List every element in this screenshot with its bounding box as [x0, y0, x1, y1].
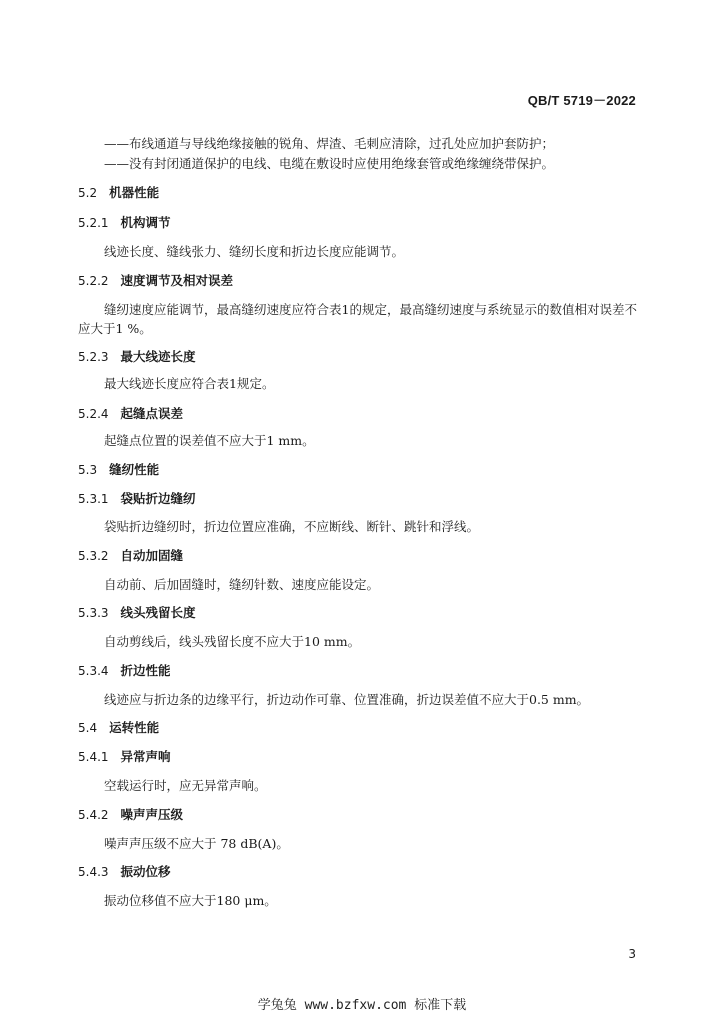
- section-number: 5.2.2: [78, 274, 109, 288]
- section-heading: [78, 661, 171, 679]
- section-title: 异常声响: [120, 749, 171, 764]
- footer-watermark: 学兔兔 www.bzfxw.com 标准下载: [257, 998, 467, 1013]
- section-title: 最大线迹长度: [120, 349, 196, 364]
- section-title: 线头残留长度: [120, 605, 196, 620]
- section-heading: [78, 213, 171, 231]
- section-number: 5.4.3: [78, 865, 109, 879]
- section-heading: [78, 271, 233, 289]
- section-heading: [78, 862, 171, 880]
- section-title: 机器性能: [109, 185, 160, 200]
- section-heading: [78, 546, 183, 564]
- section-heading: [78, 183, 159, 201]
- section-title: 自动加固缝: [120, 548, 184, 563]
- section-number: 5.4.2: [78, 808, 109, 822]
- section-title: 缝纫性能: [109, 462, 160, 477]
- section-heading: [78, 489, 196, 507]
- section-title: 袋贴折边缝纫: [120, 491, 196, 506]
- paragraph: 袋贴折边缝纫时，折边位置应准确，不应断线、断针、跳针和浮线。: [104, 519, 480, 534]
- section-title: 振动位移: [120, 864, 171, 879]
- section-title: 机构调节: [120, 215, 171, 230]
- section-title: 起缝点误差: [120, 406, 184, 421]
- section-number: 5.3.3: [78, 606, 109, 620]
- section-title: 噪声声压级: [120, 807, 184, 822]
- bullet-item: ——没有封闭通道保护的电线、电缆在敷设时应使用绝缘套管或绝缘缠绕带保护。: [104, 156, 555, 171]
- section-number: 5.4: [78, 721, 98, 735]
- section-heading: [78, 347, 196, 365]
- paragraph: 线迹应与折边条的边缘平行，折边动作可靠、位置准确，折边误差值不应大于0.5 mm。: [104, 692, 590, 707]
- standard-number: QB/T 5719－2022: [527, 93, 636, 108]
- section-heading: [78, 603, 196, 621]
- paragraph: 空载运行时，应无异常声响。: [104, 778, 267, 793]
- section-number: 5.2.3: [78, 350, 109, 364]
- section-title: 折边性能: [120, 663, 171, 678]
- paragraph: 振动位移值不应大于180 μm。: [104, 893, 277, 908]
- section-heading: [78, 404, 183, 422]
- section-title: 运转性能: [109, 720, 160, 735]
- section-number: 5.2.1: [78, 216, 109, 230]
- paragraph: 线迹长度、缝线张力、缝纫长度和折边长度应能调节。: [104, 244, 405, 259]
- section-number: 5.3: [78, 463, 98, 477]
- section-heading: [78, 460, 159, 478]
- paragraph: 噪声声压级不应大于 78 dB(A)。: [104, 836, 289, 851]
- section-number: 5.3.2: [78, 549, 109, 563]
- paragraph: 最大线迹长度应符合表1规定。: [104, 376, 275, 391]
- section-heading: [78, 718, 159, 736]
- section-number: 5.4.1: [78, 750, 109, 764]
- paragraph: 起缝点位置的误差值不应大于1 mm。: [104, 433, 315, 448]
- section-number: 5.3.1: [78, 492, 109, 506]
- page-number: 3: [628, 947, 636, 961]
- section-title: 速度调节及相对误差: [120, 273, 234, 288]
- paragraph: 自动前、后加固缝时，缝纫针数、速度应能设定。: [104, 577, 380, 592]
- section-heading: [78, 805, 183, 823]
- bullet-item: ——布线通道与导线绝缘接触的锐角、焊渣、毛刺应清除，过孔处应加护套防护；: [104, 136, 555, 151]
- section-number: 5.3.4: [78, 664, 109, 678]
- paragraph: 缝纫速度应能调节，最高缝纫速度应符合表1的规定，最高缝纫速度与系统显示的数值相对误差不: [104, 302, 637, 317]
- section-number: 5.2: [78, 186, 98, 200]
- section-number: 5.2.4: [78, 407, 109, 421]
- paragraph-continuation: 应大于1 %。: [78, 321, 152, 336]
- paragraph: 自动剪线后，线头残留长度不应大于10 mm。: [104, 634, 361, 649]
- section-heading: [78, 747, 171, 765]
